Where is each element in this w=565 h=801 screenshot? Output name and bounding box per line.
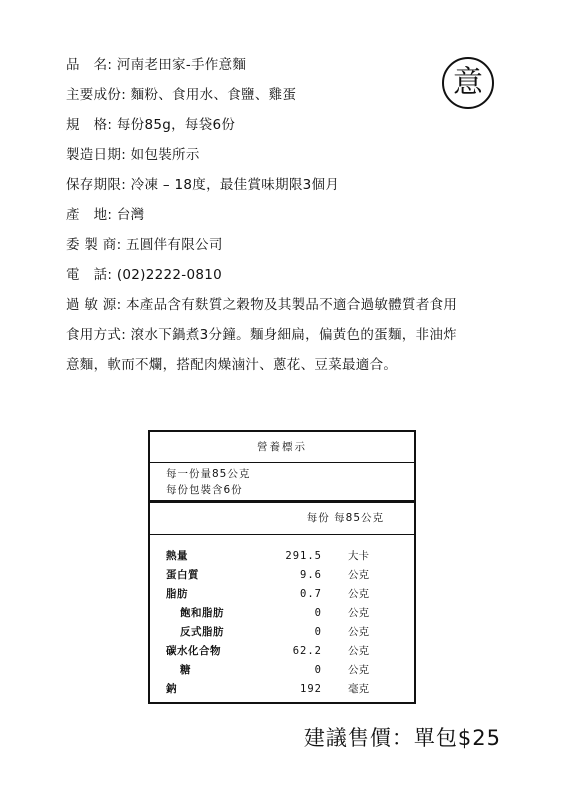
- info-label: 產 地:: [66, 207, 113, 223]
- info-value: 本產品含有麩質之穀物及其製品不適合過敏體質者食用: [121, 297, 458, 313]
- info-value: 台灣: [112, 207, 145, 223]
- nutrient-unit: 大卡: [348, 550, 369, 562]
- nutrient-value: 0: [314, 607, 322, 619]
- nutrition-row: [150, 566, 414, 585]
- nutrient-unit: 毫克: [348, 683, 369, 695]
- nutrient-name: 反式脂肪: [180, 626, 224, 638]
- info-value: 五圓伴有限公司: [121, 237, 223, 253]
- info-value: 如包裝所示: [126, 147, 200, 163]
- info-label: 保存期限:: [66, 177, 127, 193]
- info-value: 麵粉、食用水、食鹽、雞蛋: [126, 87, 297, 103]
- nutrition-row: [150, 680, 414, 699]
- info-value: 滾水下鍋煮3分鐘。麵身細扁，偏黃色的蛋麵，非油炸: [126, 327, 457, 343]
- nutrient-value: 0.7: [300, 588, 322, 600]
- info-row-origin: [66, 200, 506, 230]
- info-label: 品 名:: [66, 57, 113, 73]
- info-label: 過 敏 源:: [66, 297, 122, 313]
- nutrition-row: [150, 642, 414, 661]
- product-info: [66, 50, 506, 380]
- info-label: 電 話:: [66, 267, 113, 283]
- yi-seal-icon: 意: [442, 57, 494, 109]
- nutrient-unit: 公克: [348, 607, 369, 619]
- nutrient-value: 0: [314, 664, 322, 676]
- nutrition-serving-info: [150, 463, 414, 503]
- nutrient-unit: 公克: [348, 569, 369, 581]
- suggested-price: 建議售價：單包$25: [303, 726, 501, 750]
- nutrition-title: 營養標示: [150, 432, 414, 463]
- info-row-phone: [66, 260, 506, 290]
- info-row-usage: [66, 320, 506, 350]
- nutrient-value: 291.5: [285, 550, 322, 562]
- nutrient-unit: 公克: [348, 664, 369, 676]
- info-value: 意麵，軟而不爛，搭配肉燥滷汁、蔥花、豆菜最適合。: [66, 357, 398, 373]
- nutrient-name: 熱量: [166, 550, 188, 562]
- info-row-ingredients: [66, 80, 506, 110]
- info-row-shelf-life: [66, 170, 506, 200]
- info-label: 規 格:: [66, 117, 113, 133]
- nutrient-unit: 公克: [348, 645, 369, 657]
- nutrient-name: 碳水化合物: [166, 645, 221, 657]
- info-row-usage-cont: [66, 350, 506, 380]
- nutrition-row: [150, 547, 414, 566]
- info-row-maker: [66, 230, 506, 260]
- info-row-spec: [66, 110, 506, 140]
- info-label: 主要成份:: [66, 87, 127, 103]
- serving-size: 每一份量85公克: [166, 468, 251, 480]
- nutrition-row: [150, 585, 414, 604]
- nutrient-value: 62.2: [292, 645, 322, 657]
- per-serving-header: 每份 每85公克: [150, 503, 414, 535]
- nutrient-value: 9.6: [300, 569, 322, 581]
- nutrient-value: 0: [314, 626, 322, 638]
- nutrient-value: 192: [300, 683, 322, 695]
- nutrition-row: [150, 604, 414, 623]
- nutrient-name: 糖: [180, 664, 191, 676]
- info-value: 每份85g，每袋6份: [112, 117, 236, 133]
- nutrient-name: 脂肪: [166, 588, 188, 600]
- nutrient-unit: 公克: [348, 588, 369, 600]
- servings-per-pack: 每份包裝含6份: [166, 484, 243, 496]
- nutrition-row: [150, 661, 414, 680]
- nutrition-row: [150, 623, 414, 642]
- info-label: 食用方式:: [66, 327, 127, 343]
- info-row-manufacture-date: [66, 140, 506, 170]
- info-value: 冷凍 – 18度，最佳賞味期限3個月: [126, 177, 340, 193]
- info-label: 製造日期:: [66, 147, 127, 163]
- info-value: (02)2222-0810: [112, 267, 223, 283]
- nutrition-facts-panel: [148, 430, 416, 704]
- info-value: 河南老田家-手作意麵: [112, 57, 247, 73]
- nutrient-name: 鈉: [166, 683, 177, 695]
- info-label: 委 製 商:: [66, 237, 122, 253]
- nutrient-name: 飽和脂肪: [180, 607, 224, 619]
- nutrition-rows: [150, 535, 414, 699]
- info-row-allergen: [66, 290, 506, 320]
- nutrient-name: 蛋白質: [166, 569, 199, 581]
- nutrient-unit: 公克: [348, 626, 369, 638]
- info-row-name: [66, 50, 506, 80]
